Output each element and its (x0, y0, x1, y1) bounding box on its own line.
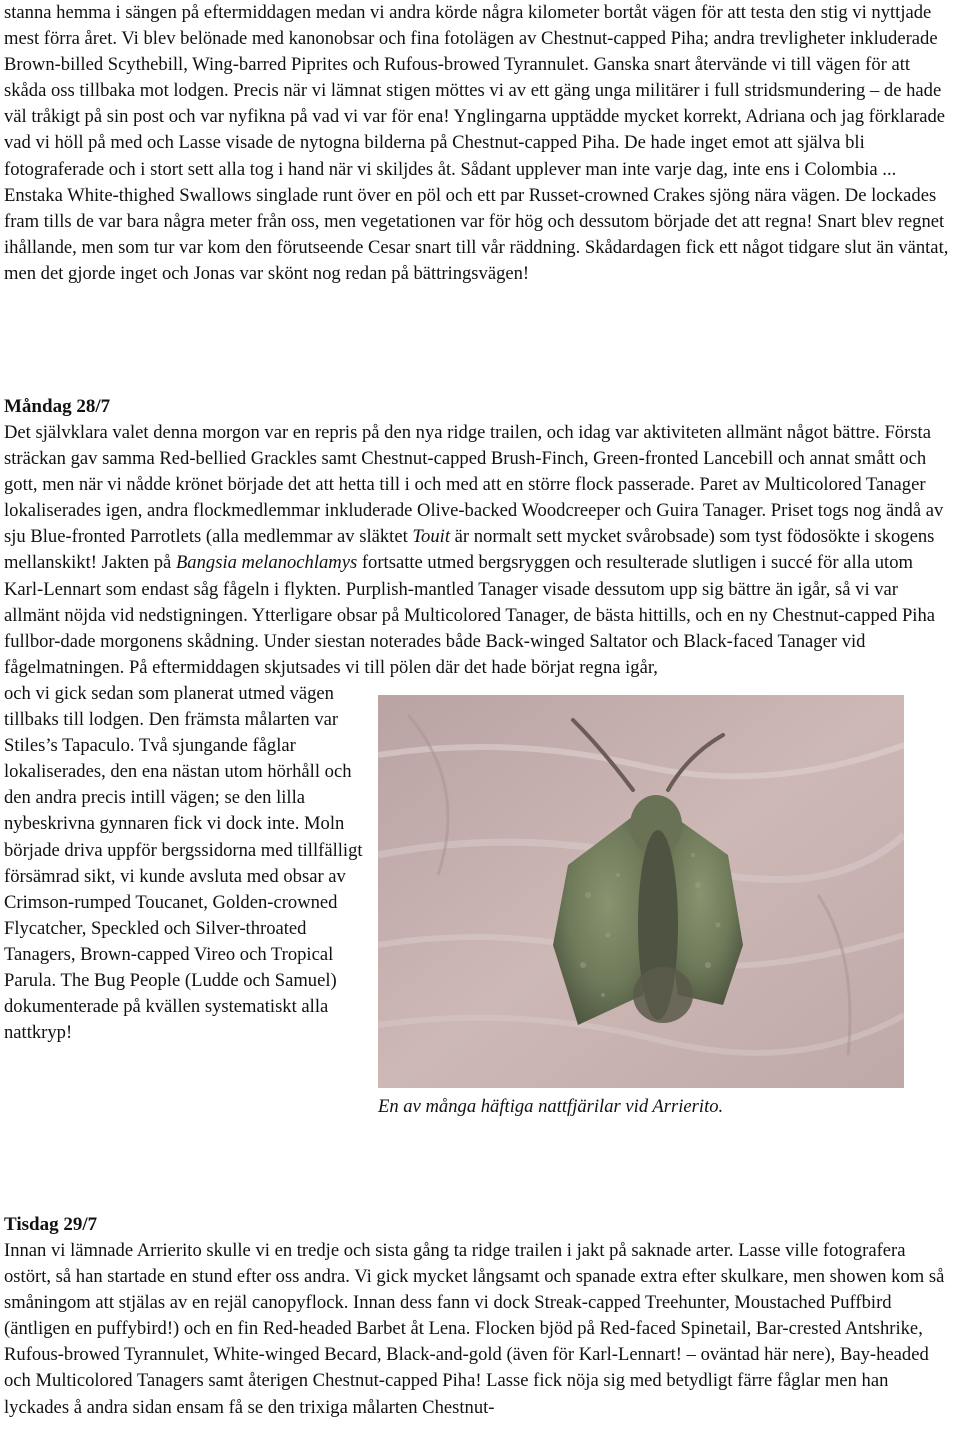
genus-italic: Touit (412, 526, 450, 548)
monday-text-b: är normalt sett mycket svårobsade) som tyst födosökte i skogens mellanskikt! Jakten på (4, 526, 935, 574)
tuesday-paragraph: Innan vi lämnade Arrierito skulle vi en tredje och sista gång ta ridge trailen i jakt på saknade arter. Lasse ville fotografera ostört, så han startade en stund efter oss andra. Vi gick mycket långsamt och spanade extra efter skulkare, men showen kom så småningom att stjälas av en rejäl canopyflock. Innan dess fann vi dock Streak-capped Treehunter, Moustached Puffbird (äntligen en puffybird!) och en fin Red-headed Barbet åt Lena. Flocken bjöd på Red-faced Spinetail, Bar-crested Antshrike, Rufous-browed Tyrannulet, White-winged Becard, Black-and-gold (även för Karl-Lennart! – oväntad här nere), Bay-headed och Multicolored Tanagers samt återigen Chestnut-capped Piha! Lasse fick nöja sig med betydligt färre fåglar men han lyckades å andra sidan ensam få se den trixiga målarten Chestnut- (4, 1240, 945, 1418)
photo-caption: En av många häftiga nattfjärilar vid Arrierito. (378, 1095, 724, 1117)
monday-section (4, 394, 956, 1126)
moth-photo (378, 695, 904, 1088)
wrap-area (4, 681, 956, 1126)
tuesday-heading: Tisdag 29/7 (4, 1214, 98, 1235)
monday-text-a: Det självklara valet denna morgon var en repris på den nya ridge trailen, och idag var aktiviteten allmänt något bättre. Första sträckan gav samma Red-bellied Grackles samt Chestnut-capped Brush-Finch, Green-fronted Lancebill och annat smått och gott, men när vi nådde krönet började det att hetta till i och med att en större flock passerade. Paret av Multicolored Tanager lokaliserades igen, andra flockmedlemmar inkluderade Olive-backed Woodcreeper och Guira Tanager. Priset togs nog ändå av sju Blue-fronted Parrotlets (alla medlemmar av släktet (4, 422, 944, 548)
moth-figure (378, 695, 904, 1118)
monday-text-c: fortsatte utmed bergsryggen och resulterade slutligen i succé för alla utom Karl-Lennart som endast såg fågeln i flykten. Purplish-mantled Tanager visade dessutom upp sig bättre än igår, så vi var allmänt nöjda vid nedstigningen. Ytterligare obsar på Multicolored Tanager, de bästa hittills, och en ny Chestnut-capped Piha fullbor-dade morgonens skådning. Under siestan noterades både Back-winged Saltator och Black-faced Tanager vid fågelmatningen. På eftermiddagen skjutsades vi till pölen där det hade börjat regna igår, (4, 552, 936, 678)
monday-wrap-paragraph: och vi gick sedan som planerat utmed vägen tillbaks till lodgen. Den främsta målarten var Stiles’s Tapaculo. Två sjungande fåglar lokaliserades, den ena nästan utom hörhåll och den andra precis intill vägen; se den lilla nybeskrivna gynnaren fick vi dock inte. Moln började driva uppför bergssidorna med tillfälligt försämrad sikt, vi kunde avsluta med obsar av Crimson-rumped Toucanet, Golden-crowned Flycatcher, Speckled och Silver-throated Tanagers, Brown-capped Vireo och Tropical Parula. The Bug People (Ludde och Samuel) dokumenterade på kvällen systematiskt alla nattkryp! (4, 682, 363, 1044)
monday-paragraph (4, 420, 956, 681)
tuesday-section (4, 1212, 956, 1421)
monday-heading: Måndag 28/7 (4, 396, 111, 417)
intro-paragraph: stanna hemma i sängen på eftermiddagen medan vi andra körde några kilometer bortåt vägen för att testa den stig vi nyttjade mest förra året. Vi blev belönade med kanonobsar och fina fotolägen av Chestnut-capped Piha; andra trevligheter inkluderade Brown-billed Scythebill, Wing-barred Piprites och Rufous-browed Tyrannulet. Ganska snart återvände vi till vägen för att skåda oss tillbaka mot lodgen. Precis när vi lämnat stigen möttes vi av ett gäng unga militärer i full stridsmundering – de hade väl tråkigt på sin post och var nyfikna på vad vi var för ena! Ynglingarna upptädde mycket korrekt, Adriana och jag förklarade vad vi höll på med och Lasse visade de nytogna bilderna på Chestnut-capped Piha. De hade inget emot att själva bli fotograferade och i stort sett alla tog i hand när vi skiljdes åt. Sådant upplever man inte varje dag, inte ens i Colombia ... Enstaka White-thighed Swallows singlade runt över en pöl och ett par Russet-crowned Crakes sjöng nära vägen. De lockades fram tills de var bara några meter från oss, men vegetationen var för hög och dessutom började det att regna! Snart blev regnet ihållande, men som tur var kom den förutseende Cesar snart till vår räddning. Skådardagen fick ett något tidgare slut än väntat, men det gjorde inget och Jonas var skönt nog redan på bättringsvägen! (4, 2, 949, 284)
species-italic: Bangsia melanochlamys (175, 552, 358, 574)
